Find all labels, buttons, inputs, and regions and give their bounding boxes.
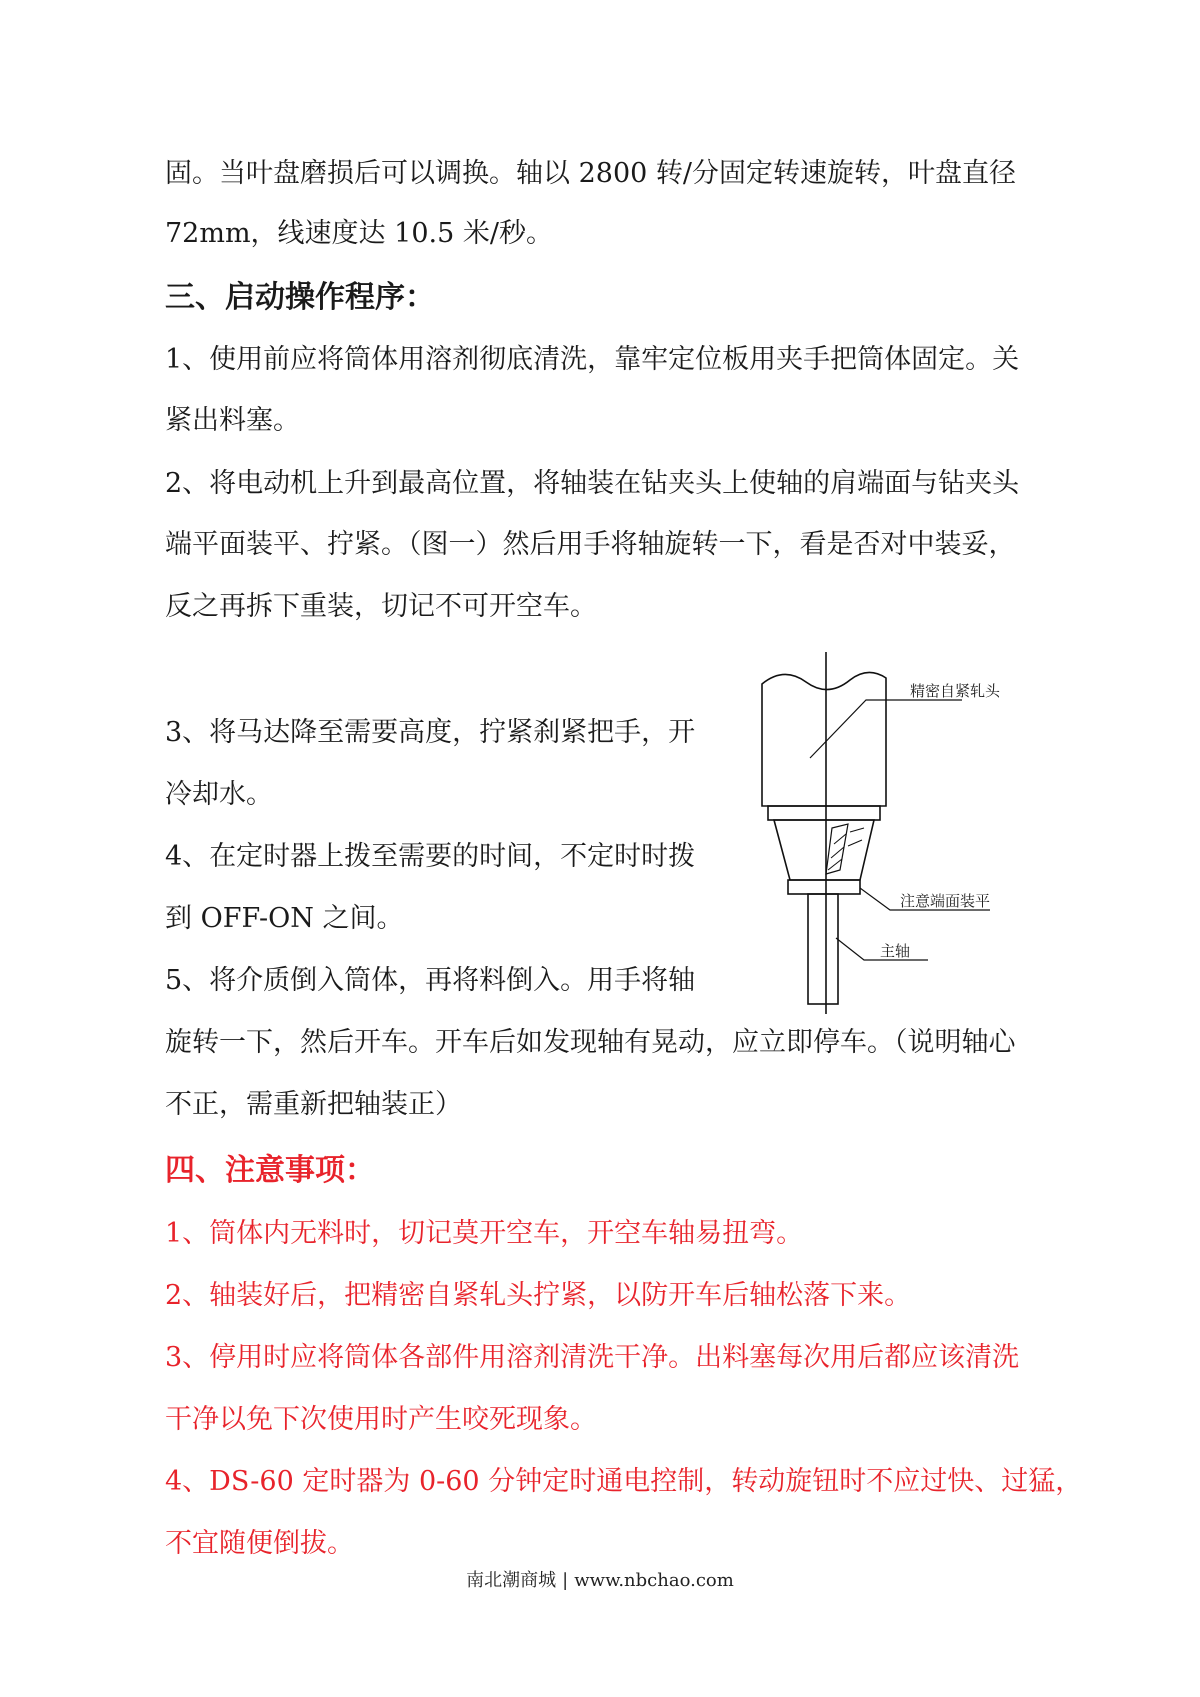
caution-item-3: 3、停用时应将筒体各部件用溶剂清洗干净。出料塞每次用后都应该清洗 [165, 1342, 1020, 1373]
footer-separator: | [562, 1570, 569, 1591]
startup-item-2: 2、将电动机上升到最高位置，将轴装在钻夹头上使轴的肩端面与钻夹头 [165, 468, 1020, 499]
section-heading-startup: 三、启动操作程序： [165, 280, 435, 315]
caution-item-1: 1、筒体内无料时，切记莫开空车，开空车轴易扭弯。 [165, 1218, 804, 1249]
startup-item-3-cont: 冷却水。 [165, 779, 273, 810]
label-flat: 注意端面装平 [900, 892, 991, 910]
startup-item-1: 1、使用前应将筒体用溶剂彻底清洗，靠牢定位板用夹手把筒体固定。关 [165, 344, 1020, 375]
startup-item-5-cont: 旋转一下，然后开车。开车后如发现轴有晃动，应立即停车。（说明轴心 [165, 1027, 1016, 1058]
startup-item-1-cont: 紧出料塞。 [165, 405, 300, 436]
startup-item-4: 4、在定时器上拨至需要的时间，不定时时拨 [165, 841, 696, 872]
body-text-line: 72mm，线速度达 10.5 米/秒。 [165, 218, 553, 249]
page-footer [0, 1566, 1200, 1592]
chuck-shaft-diagram [740, 648, 1070, 1018]
caution-item-4: 4、DS-60 定时器为 0-60 分钟定时通电控制，转动旋钮时不应过快、过猛， [165, 1466, 1083, 1497]
section-heading-cautions: 四、注意事项： [165, 1153, 375, 1188]
hatch-line [850, 828, 864, 832]
shaft-shoulder [788, 880, 860, 894]
jaw-hatch [826, 824, 848, 874]
footer-site-name: 南北潮商城 [466, 1570, 557, 1591]
startup-item-5-cont: 不正，需重新把轴装正） [165, 1089, 462, 1120]
label-chuck: 精密自紧轧头 [910, 682, 1001, 700]
body-text-line: 固。当叶盘磨损后可以调换。轴以 2800 转/分固定转速旋转，叶盘直径 [165, 158, 1016, 189]
hatch-line [848, 840, 862, 846]
startup-item-3: 3、将马达降至需要高度，拧紧刹紧把手，开 [165, 717, 696, 748]
footer-url-link[interactable]: www.nbchao.com [574, 1570, 734, 1591]
shaft [808, 894, 838, 1004]
startup-item-2-cont: 端平面装平、拧紧。（图一）然后用手将轴旋转一下，看是否对中装妥， [165, 529, 1016, 560]
chuck-shaft-figure [740, 648, 1070, 1018]
startup-item-5: 5、将介质倒入筒体，再将料倒入。用手将轴 [165, 965, 696, 996]
chuck-band [768, 806, 880, 820]
chuck-body [762, 672, 886, 806]
caution-item-3-cont: 干净以免下次使用时产生咬死现象。 [165, 1404, 597, 1435]
caution-item-4-cont: 不宜随便倒拔。 [165, 1528, 354, 1559]
startup-item-4-cont: 到 OFF-ON 之间。 [165, 903, 404, 934]
startup-item-2-cont: 反之再拆下重装，切记不可开空车。 [165, 591, 597, 622]
caution-item-2: 2、轴装好后，把精密自紧轧头拧紧，以防开车后轴松落下来。 [165, 1280, 912, 1311]
label-shaft: 主轴 [880, 942, 911, 960]
